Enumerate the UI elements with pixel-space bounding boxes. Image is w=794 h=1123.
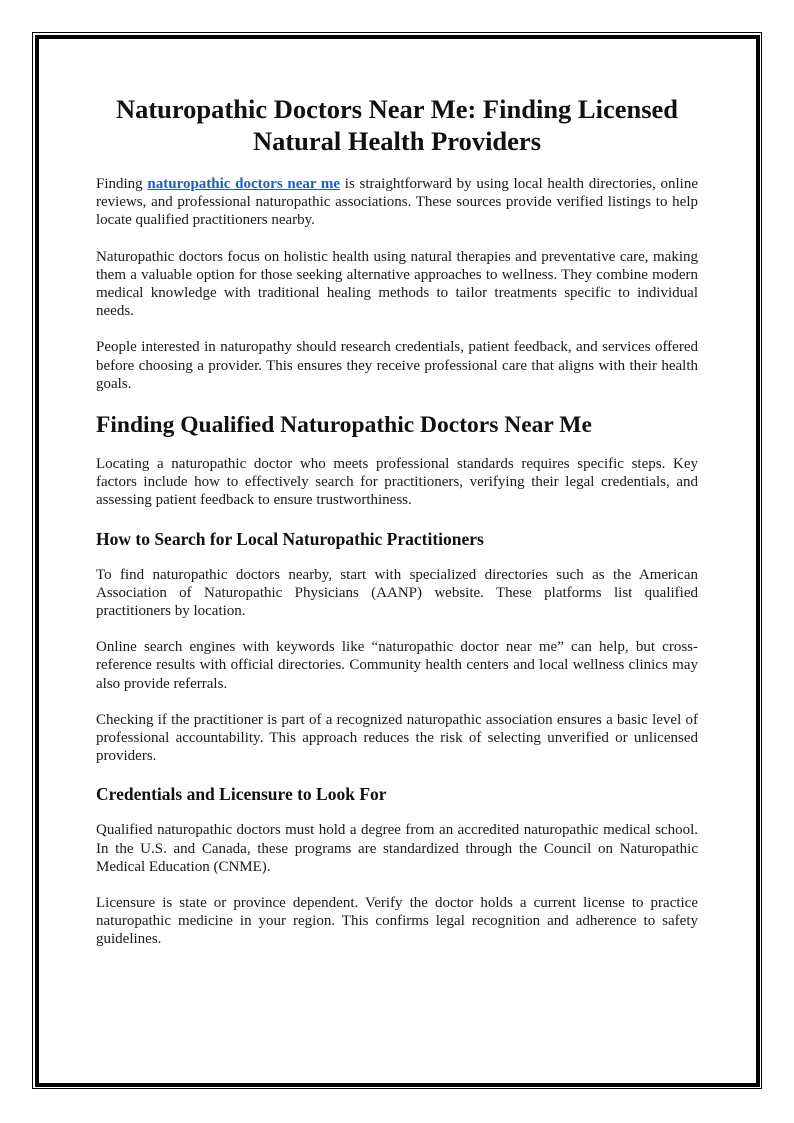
section1-paragraph-1: Locating a naturopathic doctor who meets professional standards requires specific steps. Key factors include how to effectively search for practitioners, verifying their legal credentials, and assessing patient feedback to ensure trustworthiness. <box>96 456 698 509</box>
search-paragraph-2: Online search engines with keywords like “naturopathic doctor near me” can help, but cross-reference results with official directories. Community health centers and local wellness clinics may also provide referrals. <box>96 639 698 692</box>
naturopathic-doctors-near-me-link[interactable]: naturopathic doctors near me <box>147 176 341 192</box>
intro-p1-prefix: Finding <box>96 176 148 192</box>
intro-paragraph-3: People interested in naturopathy should research credentials, patient feedback, and services offered before choosing a provider. This ensures they receive professional care that aligns with their health goals. <box>96 339 698 392</box>
intro-p1-suffix: is straightforward by using local health directories, online reviews, and professional naturopathic associations. These sources provide verified listings to help locate qualified practitioners nearby. <box>96 176 699 229</box>
credentials-paragraph-2: Licensure is state or province dependent. Verify the doctor holds a current license to practice naturopathic medicine in your region. This confirms legal recognition and adherence to safety guidelines. <box>96 895 698 948</box>
section-heading-finding-qualified: Finding Qualified Naturopathic Doctors Near Me <box>96 412 592 439</box>
subsection-heading-credentials: Credentials and Licensure to Look For <box>96 784 387 805</box>
credentials-paragraph-1: Qualified naturopathic doctors must hold a degree from an accredited naturopathic medical school. In the U.S. and Canada, these programs are standardized through the Council on Naturopathic Medical Education (CNME). <box>96 822 698 875</box>
intro-paragraph-2: Naturopathic doctors focus on holistic health using natural therapies and preventative care, making them a valuable option for those seeking alternative approaches to wellness. They combine modern medical knowledge with traditional healing methods to tailor treatments specific to individual needs. <box>96 248 698 320</box>
search-paragraph-3: Checking if the practitioner is part of a recognized naturopathic association ensures a basic level of professional accountability. This approach reduces the risk of selecting unverified or unlicensed providers. <box>96 711 698 765</box>
intro-paragraph-1 <box>96 175 698 230</box>
page-title: Naturopathic Doctors Near Me: Finding Licensed Natural Health Providers <box>115 94 679 156</box>
subsection-heading-how-to-search: How to Search for Local Naturopathic Practitioners <box>96 528 484 549</box>
document-content <box>96 93 698 967</box>
search-paragraph-1: To find naturopathic doctors nearby, start with specialized directories such as the American Association of Naturopathic Physicians (AANP) website. These platforms list qualified practitioners by location. <box>96 566 698 620</box>
